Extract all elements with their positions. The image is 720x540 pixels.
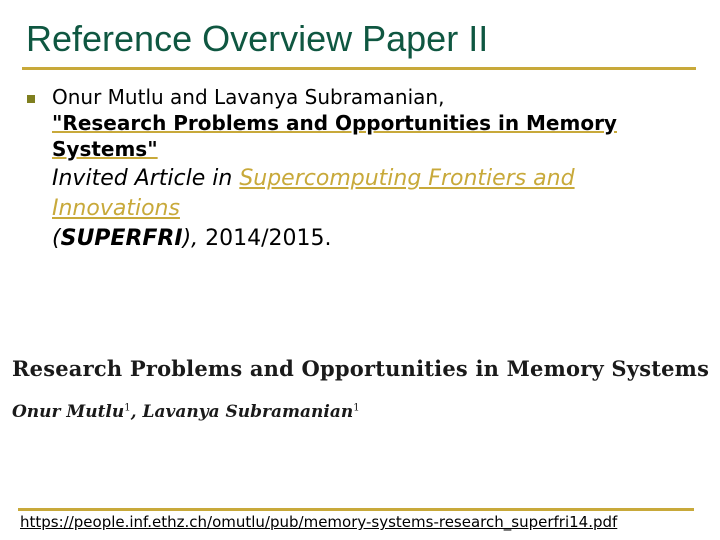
- paper-header-authors: [12, 402, 360, 422]
- paper-author-2: Lavanya Subramanian: [142, 402, 354, 422]
- author-1-affiliation: 1: [124, 402, 131, 414]
- footer-divider: [18, 508, 694, 511]
- author-2-affiliation: 1: [353, 402, 360, 414]
- title-divider: [22, 67, 696, 70]
- venue-open: (: [52, 226, 61, 251]
- source-pdf-link[interactable]: https://people.inf.ethz.ch/omutlu/pub/memory-systems-research_superfri14.pdf: [20, 513, 618, 531]
- reference-paper-title[interactable]: "Research Problems and Opportunities in Memory Systems": [52, 111, 617, 161]
- author-separator: ,: [130, 402, 143, 422]
- paper-header-snapshot: [12, 350, 712, 440]
- slide-title: Reference Overview Paper II: [26, 18, 489, 59]
- bullet-square-icon: [27, 95, 35, 103]
- paper-author-1: Onur Mutlu: [12, 402, 125, 422]
- venue-close: ),: [182, 226, 206, 251]
- paper-header-title: Research Problems and Opportunities in Memory Systems: [12, 356, 710, 381]
- publication-year: 2014/2015.: [205, 226, 332, 251]
- reference-venue: [52, 164, 702, 254]
- reference-authors: Onur Mutlu and Lavanya Subramanian,: [52, 85, 445, 109]
- venue-prefix: Invited Article in: [52, 166, 240, 191]
- venue-abbr: SUPERFRI: [60, 226, 183, 251]
- reference-bullet: [52, 84, 702, 254]
- venue-link[interactable]: Supercomputing Frontiers and Innovations: [52, 166, 575, 221]
